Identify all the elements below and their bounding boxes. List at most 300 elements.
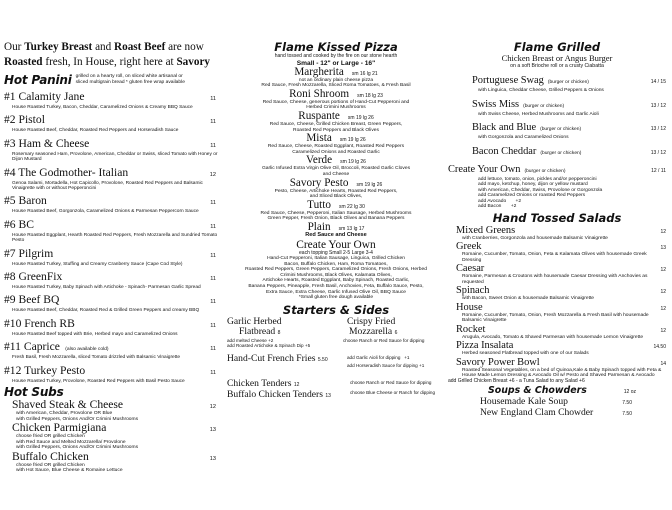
panini-row: [4, 163, 224, 181]
pizza-item: [227, 222, 445, 233]
sub-desc: with Grilled Peppers, Onions And/Or Crimini Mushrooms: [16, 445, 139, 451]
panini-item: [4, 110, 224, 133]
soup-name: New England Clam Chowder: [480, 407, 594, 418]
panini-name: #5 Baron: [4, 194, 47, 208]
panini-price: 11: [210, 346, 216, 353]
panini-item: [4, 244, 224, 267]
pizza-item: [227, 89, 445, 111]
tenders-price: 12: [293, 381, 300, 388]
panini-price: 11: [210, 223, 216, 230]
panini-row: [4, 337, 224, 355]
sub-desc: with Red Sauce and Melted Mozzarella/ Provolone: [16, 439, 126, 445]
grilled-cyo-line: add mayo, ketchup, honey, dijon or yellow mustard: [478, 182, 588, 187]
sub-desc: with American, Cheddar, Provolone OR Blue: [16, 411, 113, 417]
salad-row: [448, 340, 666, 351]
subs-list: [4, 399, 224, 474]
pizza-name: Margherita: [294, 65, 344, 78]
panini-price: 11: [210, 322, 216, 329]
grilled-name-wrap: [448, 141, 581, 159]
sub-item: [4, 399, 224, 422]
panini-desc: House Roasted Beef, Gorgonzola, Caramelized Onions & Parmesan Peppercorn Sauce: [12, 209, 199, 215]
grilled-price: 14 / 15: [650, 79, 666, 85]
starters-block: [227, 317, 445, 413]
grilled-option: (burger or chicken): [547, 80, 589, 85]
buffalo-tenders-name: Buffalo Chicken Tenders: [227, 388, 323, 400]
salad-desc: Arugula, Avocado, Tomato & Shaved Parmesan with housemade Lemon Vinaigrette: [462, 334, 644, 340]
salad-row: [448, 357, 666, 368]
pizza-topping-line: Extra Sauce, Extra Cheese, Garlic Infused Olive Oil, BBQ Sauce: [266, 289, 406, 295]
panini-row: [4, 87, 224, 105]
grilled-cyo-avocado-price: +2: [514, 198, 522, 204]
salad-name: Savory Power Bowl: [456, 356, 540, 368]
pizza-cyo-title: Create Your Own: [296, 238, 376, 251]
salad-item: [448, 263, 666, 285]
salads-list: [448, 225, 666, 379]
intro-and: and: [92, 41, 115, 53]
sub-desc: choose fried OR grilled Chicken: [16, 434, 85, 440]
panini-item: [4, 290, 224, 313]
panini-availability: (also available cold): [63, 347, 109, 353]
panini-name: #8 GreenFix: [4, 270, 63, 284]
panini-desc: House Roasted Eggplant, Hearth Roasted Red Peppers, Fresh Mozzarella and Sundried Tomato Pesto: [12, 232, 218, 244]
grilled-item: [448, 117, 666, 141]
panini-name: #10 French RB: [4, 316, 75, 330]
grilled-option: (burger or chicken): [540, 127, 582, 132]
grilled-subheading: Chicken Breast or Angus Burger: [501, 53, 613, 63]
salad-addons: add Grilled Chicken Breast +6 - a Tuna Salad to any Salad +6: [448, 377, 585, 384]
garlic-note-cheese: add melted Cheese: [227, 337, 267, 343]
horseradish-price: +1: [419, 363, 425, 369]
panini-desc: House Roasted Beef, Cheddar, Roasted Red Peppers and Horseradish Sauce: [12, 128, 179, 134]
panini-price: 11: [210, 299, 216, 306]
salad-price: 12: [660, 327, 666, 334]
panini-item: [4, 337, 224, 360]
panini-name-wrap: [4, 290, 59, 308]
salad-name: Greek: [456, 241, 482, 252]
panini-name-wrap: [4, 215, 34, 233]
buffalo-tenders-note: choose Blue Cheese or Ranch for dipping: [350, 390, 436, 396]
intro-line1-post: are now: [165, 41, 204, 53]
salad-add-chicken: add Grilled Chicken Breast +6: [448, 377, 515, 384]
pizza-name: Verde: [306, 154, 333, 167]
salad-desc: with Bacon, Sweet Onion & housemade Balsamic Vinaigrette: [462, 296, 595, 301]
panini-desc: House Roasted Turkey, Stuffing and Creamy Cranberry Sauce (Cape Cod Style): [12, 261, 183, 267]
pizza-name: Tutto: [307, 198, 331, 211]
salad-item: [448, 357, 666, 379]
sub-desc: with Hot Sauce, Blue Cheese & Romaine Lettuce: [16, 468, 123, 474]
sub-price: 12: [209, 404, 216, 411]
subs-heading: Hot Subs: [4, 385, 64, 400]
french-fries: [227, 354, 339, 365]
salad-item: [448, 225, 666, 242]
pizza-name: Roni Shroom: [289, 87, 350, 100]
aioli-price: +1: [404, 354, 410, 360]
starters-heading: Starters & Sides: [282, 302, 390, 317]
grilled-row: [448, 70, 666, 88]
sub-row: [4, 399, 224, 411]
fried-mozzarella: [343, 317, 445, 343]
grilled-name-wrap: [448, 94, 564, 112]
salad-desc: Romaine, Parmesan & Croutons with housemade Caesar Dressing with Anchovies as requested: [462, 274, 648, 285]
tenders-name: Chicken Tenders: [227, 377, 292, 389]
panini-name-wrap: [4, 110, 45, 128]
panini-row: [4, 191, 224, 209]
panini-price: 11: [210, 276, 216, 283]
panini-row: [4, 267, 224, 285]
pizza-sizes: Small - 12" or Large - 16": [296, 59, 376, 67]
sub-price: 13: [209, 455, 216, 462]
pizza-desc: and Sliced Black Olives,: [309, 194, 363, 200]
salad-item: [448, 340, 666, 357]
grilled-cyo-name: Create Your Own: [448, 163, 521, 175]
salad-name: Rocket: [456, 323, 486, 335]
salad-price: 12: [660, 228, 666, 235]
chicken-tenders: [227, 379, 343, 401]
pizza-name: Mista: [306, 132, 332, 145]
grilled-cyo-line: add lettuce, tomato, onion, pickles and/or pepperoncini: [478, 176, 597, 182]
salad-name: Pizza Insalata: [456, 340, 514, 351]
panini-name: #9 Beef BQ: [4, 293, 60, 307]
grilled-price: 13 / 12: [650, 102, 666, 109]
column-pizza: [227, 40, 445, 470]
panini-price: 11: [210, 252, 216, 259]
panini-name-wrap: [4, 337, 109, 355]
column-grilled-salads: [448, 40, 666, 470]
intro-savory: Savory: [176, 56, 211, 68]
panini-price: 12: [209, 171, 216, 178]
sub-row: [4, 451, 224, 463]
mozzarella-name1: Crispy Fried: [347, 315, 396, 327]
pizza-row: [227, 67, 445, 78]
salad-price: 12: [660, 267, 666, 273]
soups-list: [448, 396, 666, 418]
sub-name: Buffalo Chicken: [12, 449, 89, 463]
salad-price: 14: [660, 360, 666, 367]
panini-desc: Rosemary seasoned Ham, Provolone, American, Cheddar or Swiss, sliced Tomato with Honey or Dijon Mustard: [12, 151, 218, 163]
sub-item: [4, 422, 224, 451]
grilled-name: Portuguese Swag: [472, 75, 544, 86]
pizza-name: Ruspante: [298, 109, 340, 122]
pizza-desc: Red Sauce, Cheese, Roasted Eggplant, Roasted Red Peppers: [267, 144, 405, 150]
salad-price: 12: [660, 305, 666, 312]
panini-name: #11 Caprice: [4, 340, 60, 354]
panini-name-wrap: [4, 87, 85, 105]
grilled-cyo-bacon-price: +2: [509, 204, 517, 209]
panini-row: [4, 361, 224, 379]
grilled-bread-note: on a soft Brioche roll or a crusty Ciabatta: [510, 63, 604, 69]
panini-name: #7 Pilgrim: [4, 246, 54, 260]
garlic-flatbread-name1: Garlic Herbed: [227, 315, 282, 327]
grilled-cyo-line: add Avocado +2: [478, 198, 522, 204]
panini-name-wrap: [4, 244, 53, 262]
panini-item: [4, 314, 224, 337]
salad-row: [448, 225, 666, 236]
intro-roasted: Roasted: [4, 56, 43, 68]
pizza-price: sm 22 lg 30: [339, 203, 365, 210]
salad-name: Spinach: [456, 285, 490, 296]
panini-price: 11: [210, 142, 216, 149]
salad-row: [448, 285, 666, 296]
pizza-topping-line: Banana Peppers, Pineapple, Fresh Basil, Anchovies, Feta, Buffalo Sauce, Pesto,: [248, 284, 424, 290]
sub-desc: with Grilled Peppers, Onions And/Or Crimini Mushrooms: [16, 416, 139, 422]
pizza-subheading: hand tossed and cooked by the fire on our stone hearth: [274, 53, 398, 59]
salad-desc: with Cranberries, Gorgonzola and housemade Balsamic Vinaigrette: [462, 235, 608, 241]
grilled-heading: Flame Grilled: [513, 40, 601, 54]
salad-name: Caesar: [456, 263, 485, 274]
panini-name: #3 Ham & Cheese: [4, 136, 90, 150]
pizza-row: [227, 111, 445, 122]
intro-line2-mid: fresh, In House, right here at: [42, 56, 177, 68]
pizza-desc: Herbed Crimini Mushrooms: [306, 105, 366, 111]
pizza-item: [227, 111, 445, 133]
grilled-cyo-line: add Caramelized Onions or roasted Red Peppers: [478, 193, 586, 198]
fries-price: 5.50: [317, 356, 328, 363]
salad-add-tuna: a Tuna Salad to any Salad +6: [519, 377, 585, 384]
pizza-price: sm 16 lg 21: [351, 70, 378, 77]
pizza-heading: Flame Kissed Pizza: [274, 40, 398, 54]
pizza-row: [227, 178, 445, 189]
grilled-list: [448, 70, 666, 159]
pizza-desc: Green Pepper, Fresh Onion, Black Olives and Banana Peppers: [267, 216, 405, 222]
pizza-item: [227, 67, 445, 89]
intro-line1-pre: Our: [4, 41, 25, 53]
aioli-note: add Garlic Aioli for dipping: [347, 354, 401, 360]
pizza-topping-line: Bacon, Buffalo Chicken, Ham, Roma Tomatoes,: [284, 261, 388, 267]
pizza-price: sm 19 lg 26: [347, 114, 374, 121]
soup-name: Housemade Kale Soup: [480, 396, 568, 407]
panini-row: [4, 314, 224, 332]
sub-name: Chicken Parmigiana: [12, 421, 107, 435]
salad-row: [448, 324, 666, 335]
grilled-name: Bacon Cheddar: [472, 145, 537, 157]
panini-price: 11: [210, 119, 216, 126]
panini-name: #1 Calamity Jane: [4, 90, 85, 103]
soup-price: 7.50: [622, 411, 632, 417]
salad-price: 14.50: [653, 344, 666, 350]
intro-roast-beef: Roast Beef: [114, 41, 166, 53]
pizza-item: [227, 155, 445, 177]
salad-item: [448, 324, 666, 341]
grilled-cyo-price: 12 / 11: [651, 167, 666, 174]
pizza-topping-line: Crimini Mushrooms, Black Olives, Kalamata Olives,: [280, 272, 392, 278]
panini-desc: Genoa Salami, Mortadella, Hot Capicollo, Provolone, Roasted Red Peppers and Balsamic Vinaigrette with or without Pepperoncini: [12, 180, 203, 192]
panini-price: 11: [210, 96, 216, 102]
panini-name-wrap: [4, 361, 85, 379]
sub-name: Shaved Steak & Cheese: [12, 398, 124, 412]
panini-note: grilled on a hearty roll, on sliced white artisanal or sliced multigrain bread * gluten free wrap available: [75, 74, 185, 85]
soups-size-label: 12 oz: [623, 389, 636, 395]
salad-row: [448, 263, 666, 274]
grilled-item: [448, 70, 666, 94]
pizza-price: sm 18 lg 23: [357, 92, 383, 99]
pizza-item: [227, 133, 445, 155]
grilled-cyo-option: (burger or chicken): [524, 168, 566, 174]
mozzarella-name2: Mozzarella: [349, 325, 393, 337]
salad-item: [448, 302, 666, 324]
soup-item: [448, 396, 666, 407]
pizza-topping-line: Roasted Red Peppers, Green Peppers, Caramelized Onions, Fresh Onions, Herbed: [245, 267, 427, 273]
pizza-cyo-list: [227, 256, 445, 301]
grilled-row: [448, 94, 666, 112]
grilled-option: (burger or chicken): [523, 103, 565, 109]
grilled-cyo-desc: [448, 177, 666, 210]
tenders-notes: [350, 380, 445, 395]
tenders-note: choose Ranch or Red Sauce for dipping: [350, 379, 432, 385]
grilled-price: 13 / 12: [650, 126, 666, 132]
pizza-row: [227, 133, 445, 144]
pizza-desc: Pesto, Cheese, Artichoke Hearts, Roasted Red Peppers,: [274, 188, 398, 194]
salad-name: House: [456, 301, 483, 313]
salads-heading: Hand Tossed Salads: [492, 210, 622, 225]
soup-price: 7.50: [622, 400, 632, 406]
pizza-desc: Red Sauce, Cheese, generous portions of Hand-Cut Pepperoni and: [262, 99, 410, 105]
pizza-desc: not an ordinary plain cheese pizza: [298, 77, 374, 83]
sub-item: [4, 451, 224, 474]
soups-header: [448, 385, 666, 396]
grilled-name-wrap: [448, 70, 589, 88]
pizza-topping-line: Hand-Cut Pepperoni, Italian Sausage, Linguica, Grilled Chicken: [267, 256, 405, 262]
panini-row: [4, 110, 224, 128]
panini-item: [4, 134, 224, 163]
grilled-cyo-line: with American, Cheddar, Swiss, Provolone or Gorgonzola: [478, 187, 603, 193]
salad-price: 13: [660, 245, 666, 251]
panini-desc: House Roasted Beef, Cheddar, Roasted Red & Grilled Green Peppers and creamy BBQ: [12, 308, 200, 314]
salad-row: [448, 302, 666, 313]
salad-item: [448, 285, 666, 302]
grilled-cyo: [448, 159, 666, 210]
intro-text: [4, 40, 224, 70]
garlic-note-dip: add Roasted Artichoke & Spinach Dip +5: [227, 343, 311, 349]
pizza-desc: and Cheese: [322, 171, 350, 177]
salad-row: [448, 241, 666, 252]
panini-heading: Hot Panini: [4, 73, 72, 87]
panini-header: [4, 73, 224, 87]
panini-list: [4, 87, 224, 384]
grilled-desc: with Gorgonzola and Caramelized Onions: [478, 135, 569, 140]
panini-name-wrap: [4, 134, 89, 152]
panini-item: [4, 163, 224, 192]
panini-price: 11: [210, 200, 216, 207]
fries-name: Hand-Cut French Fries: [227, 352, 316, 364]
panini-desc: House Roasted Turkey, Baby Spinach with Artichoke - Spinach- Parmesan Garlic Spread: [12, 285, 201, 291]
sub-row: [4, 422, 224, 434]
grilled-name: Swiss Miss: [472, 98, 520, 110]
panini-name: #2 Pistol: [4, 113, 45, 127]
panini-name-wrap: [4, 191, 47, 209]
grilled-item: [448, 141, 666, 159]
pizza-topping-line: *Small gluten free dough available: [298, 295, 374, 301]
panini-row: [4, 244, 224, 262]
garlic-flatbread-name2: Flatbread: [239, 325, 276, 337]
pizza-topping-line: Artichoke Hearts, Roasted Eggplant, Baby Spinach, Roasted Garlic,: [262, 278, 410, 284]
pizza-name: Savory Pesto: [289, 176, 349, 189]
soups-heading: Soups & Chowders: [488, 385, 587, 396]
grilled-row: [448, 141, 666, 159]
panini-name-wrap: [4, 163, 128, 181]
panini-name-wrap: [4, 314, 75, 332]
sub-price: 13: [209, 427, 216, 434]
salad-item: [448, 241, 666, 263]
grilled-row: [448, 117, 666, 135]
panini-name: #12 Turkey Pesto: [4, 363, 86, 377]
mozzarella-note: choose Ranch or Red Sauce for dipping: [343, 337, 425, 343]
salad-name: Mixed Greens: [456, 224, 516, 236]
salad-desc: Roasted Seasonal Vegetables, on a bed of Quinoa,Kale & Baby Spinach topped with Feta & House Made Lemon Dressing & Avocado Oil w/ Pesto and Shaved Parmesan & Avocado: [462, 367, 662, 378]
grilled-price: 13 / 12: [650, 149, 666, 156]
panini-item: [4, 215, 224, 244]
pizza-item: [227, 178, 445, 200]
pizza-price: sm 19 lg 26: [340, 159, 366, 166]
panini-row: [4, 290, 224, 308]
grilled-option: (burger or chicken): [540, 150, 582, 156]
pizza-desc: Red Sauce, Fresh Mozzarella, Sliced Roma Tomatoes, & Fresh Basil: [261, 83, 411, 89]
grilled-name-wrap: [448, 117, 581, 135]
column-sandwiches: [4, 40, 224, 474]
panini-row: [4, 134, 224, 152]
panini-item: [4, 361, 224, 384]
garlic-flatbread-price: 8: [277, 329, 281, 336]
buffalo-tenders-price: 13: [325, 392, 331, 399]
pizza-price: sm 13 lg 17: [338, 225, 365, 232]
grilled-cyo-line: add Bacon +2: [478, 204, 517, 209]
panini-row: [4, 215, 224, 233]
pizza-desc: Red Sauce, Cheese, Pepperoni, Italian Sausage, Herbed Mushrooms: [260, 210, 412, 216]
grilled-desc: with Linguica, Cheddar Cheese, Grilled Peppers & Onions: [478, 88, 604, 93]
panini-desc: House Roasted Turkey, Bacon, Cheddar, Caramelized Onions & Creamy BBQ Sauce: [12, 105, 193, 110]
sub-desc: choose fried OR grilled Chicken: [16, 462, 85, 468]
grilled-desc: with Swiss Cheese, Herbed Mushrooms and Garlic Aioli: [478, 111, 599, 117]
panini-item: [4, 87, 224, 110]
intro-turkey: Turkey Breast: [24, 41, 93, 53]
pizza-row: [227, 200, 445, 211]
grilled-item: [448, 94, 666, 118]
panini-item: [4, 191, 224, 214]
pizza-row: [227, 222, 445, 233]
pizza-desc: Roasted Red Peppers and Black Olives: [293, 127, 379, 133]
pizza-desc: Caramelized Onions and Roasted Garlic: [292, 149, 380, 155]
mozzarella-price: 6: [394, 329, 398, 336]
grilled-name: Black and Blue: [472, 122, 537, 133]
pizza-price: sm 19 lg 26: [356, 181, 383, 188]
pizza-item: [227, 200, 445, 222]
panini-item: [4, 267, 224, 290]
pizza-row: [227, 155, 445, 166]
pizza-plain-sub: Red Sauce and Cheese: [305, 231, 367, 238]
panini-name: #4 The Godmother- Italian: [4, 165, 129, 179]
pizza-cyo-topping: each topping Small 2-5 Large 3-4: [299, 249, 373, 256]
panini-price: 11: [210, 369, 216, 376]
pizza-price: sm 19 lg 26: [339, 137, 366, 144]
pizza-desc: Red Sauce, Cheese, Grilled Chicken Breast, Green Peppers,: [269, 121, 403, 127]
panini-desc: Fresh Basil, Fresh Mozzarella, sliced Tomato drizzled with Balsamic Vinaigrette: [12, 355, 181, 361]
pizza-list: [227, 67, 445, 233]
soup-item: [448, 407, 666, 418]
pizza-name: Plain: [307, 220, 331, 233]
pizza-row: [227, 89, 445, 100]
salad-desc: Romaine, Cucumber, Tomato, Onion, Feta & Kalamata Olives with housemade Greek Dressing: [462, 252, 647, 263]
garlic-flatbread: [227, 317, 335, 348]
panini-desc: House Roasted Beef topped with Brie, Herbed mayo and Caramelized Onions: [12, 331, 178, 337]
panini-desc: House Roasted Turkey, Provolone, Roasted Red Peppers with Basil Pesto Sauce: [12, 378, 185, 384]
horseradish-note: add Horseradish Sauce for dipping: [347, 363, 418, 369]
salad-desc: Romaine, Cucumber, Tomato, Onion, Fresh Mozzarella & Fresh Basil with housemade Balsamic Vinaigrette: [462, 312, 649, 323]
salad-price: 12: [660, 289, 666, 295]
panini-name: #6 BC: [4, 217, 34, 231]
fries-dips: [347, 355, 445, 368]
pizza-desc: Garlic Infused Extra Virgin Olive Oil, Broccoli, Roasted Garlic Cloves: [261, 166, 411, 172]
garlic-note-cheese-price: +2: [268, 337, 274, 343]
panini-name-wrap: [4, 267, 62, 285]
